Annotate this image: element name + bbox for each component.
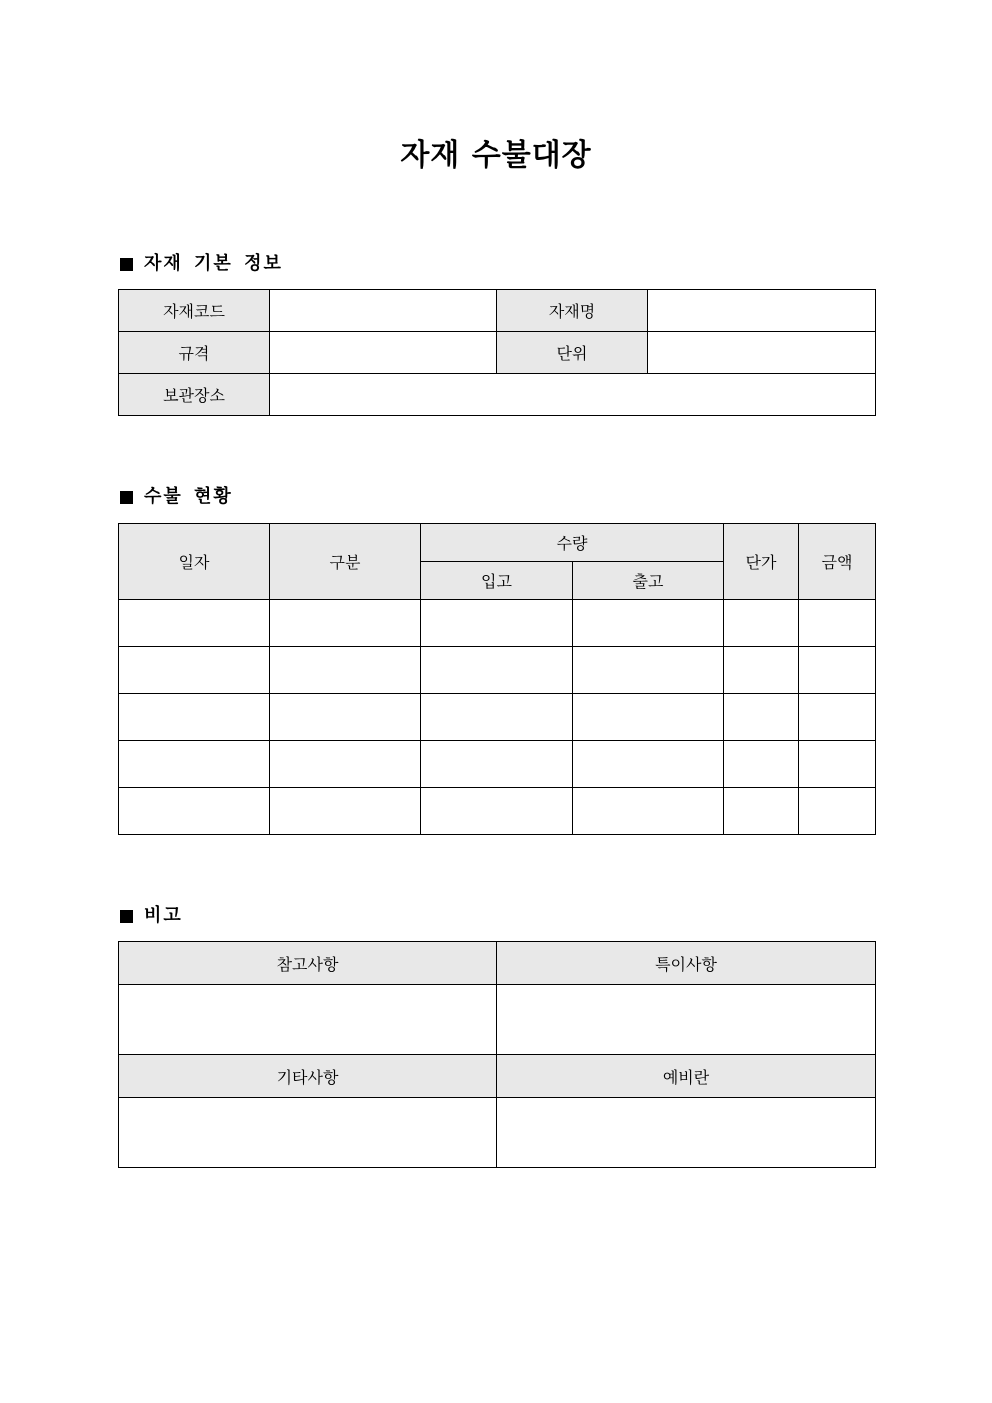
field-reserve[interactable]: [497, 1098, 876, 1168]
field-material-name[interactable]: [648, 290, 876, 332]
cell-amount[interactable]: [799, 694, 876, 741]
section-heading-text: 자재 기본 정보: [144, 253, 283, 274]
cell-category[interactable]: [270, 600, 421, 647]
field-special-notes[interactable]: [497, 985, 876, 1055]
section-heading-text: 비고: [144, 905, 183, 926]
col-header-out: 출고: [573, 562, 724, 600]
cell-category[interactable]: [270, 694, 421, 741]
field-unit[interactable]: [648, 332, 876, 374]
remarks-table: [118, 941, 876, 1168]
page-title: 자재 수불대장: [400, 138, 592, 173]
label-reserve: 예비란: [497, 1055, 876, 1098]
field-material-code[interactable]: [270, 290, 497, 332]
section-heading-transactions: [118, 485, 233, 509]
cell-date[interactable]: [119, 600, 270, 647]
cell-out[interactable]: [573, 600, 724, 647]
cell-unit-price[interactable]: [724, 788, 799, 835]
field-spec[interactable]: [270, 332, 497, 374]
cell-date[interactable]: [119, 788, 270, 835]
label-material-code: 자재코드: [119, 290, 270, 332]
section-heading-text: 수불 현황: [144, 486, 233, 507]
square-bullet-icon: [120, 491, 133, 504]
label-special-notes: 특이사항: [497, 942, 876, 985]
col-header-unit-price: 단가: [724, 524, 799, 600]
cell-category[interactable]: [270, 647, 421, 694]
field-storage-location[interactable]: [270, 374, 876, 416]
remarks-header-row: [119, 1055, 876, 1098]
table-row: [119, 694, 876, 741]
cell-out[interactable]: [573, 694, 724, 741]
cell-out[interactable]: [573, 647, 724, 694]
table-row: [119, 600, 876, 647]
cell-category[interactable]: [270, 741, 421, 788]
cell-unit-price[interactable]: [724, 694, 799, 741]
transaction-table: [118, 523, 876, 835]
remarks-body-row: [119, 985, 876, 1055]
cell-date[interactable]: [119, 647, 270, 694]
field-other-notes[interactable]: [119, 1098, 497, 1168]
label-other-notes: 기타사항: [119, 1055, 497, 1098]
cell-amount[interactable]: [799, 788, 876, 835]
cell-date[interactable]: [119, 741, 270, 788]
cell-amount[interactable]: [799, 741, 876, 788]
cell-out[interactable]: [573, 741, 724, 788]
cell-unit-price[interactable]: [724, 741, 799, 788]
square-bullet-icon: [120, 258, 133, 271]
cell-in[interactable]: [421, 741, 573, 788]
table-row: [119, 788, 876, 835]
cell-amount[interactable]: [799, 647, 876, 694]
remarks-body-row: [119, 1098, 876, 1168]
section-heading-remarks: [118, 904, 183, 928]
basic-info-row-code-name: [119, 290, 876, 332]
basic-info-row-location: [119, 374, 876, 416]
col-header-category: 구분: [270, 524, 421, 600]
cell-unit-price[interactable]: [724, 647, 799, 694]
cell-category[interactable]: [270, 788, 421, 835]
square-bullet-icon: [120, 910, 133, 923]
basic-info-row-spec-unit: [119, 332, 876, 374]
remarks-header-row: [119, 942, 876, 985]
col-header-quantity: 수량: [421, 524, 724, 562]
cell-amount[interactable]: [799, 600, 876, 647]
col-header-date: 일자: [119, 524, 270, 600]
cell-in[interactable]: [421, 694, 573, 741]
table-row: [119, 741, 876, 788]
cell-in[interactable]: [421, 788, 573, 835]
section-heading-basic-info: [118, 252, 283, 276]
cell-date[interactable]: [119, 694, 270, 741]
transaction-header-row: [119, 524, 876, 562]
field-reference-notes[interactable]: [119, 985, 497, 1055]
label-unit: 단위: [497, 332, 648, 374]
cell-in[interactable]: [421, 600, 573, 647]
basic-info-table: [118, 289, 876, 416]
cell-out[interactable]: [573, 788, 724, 835]
col-header-amount: 금액: [799, 524, 876, 600]
label-storage-location: 보관장소: [119, 374, 270, 416]
label-reference-notes: 참고사항: [119, 942, 497, 985]
label-spec: 규격: [119, 332, 270, 374]
cell-in[interactable]: [421, 647, 573, 694]
label-material-name: 자재명: [497, 290, 648, 332]
col-header-in: 입고: [421, 562, 573, 600]
cell-unit-price[interactable]: [724, 600, 799, 647]
table-row: [119, 647, 876, 694]
